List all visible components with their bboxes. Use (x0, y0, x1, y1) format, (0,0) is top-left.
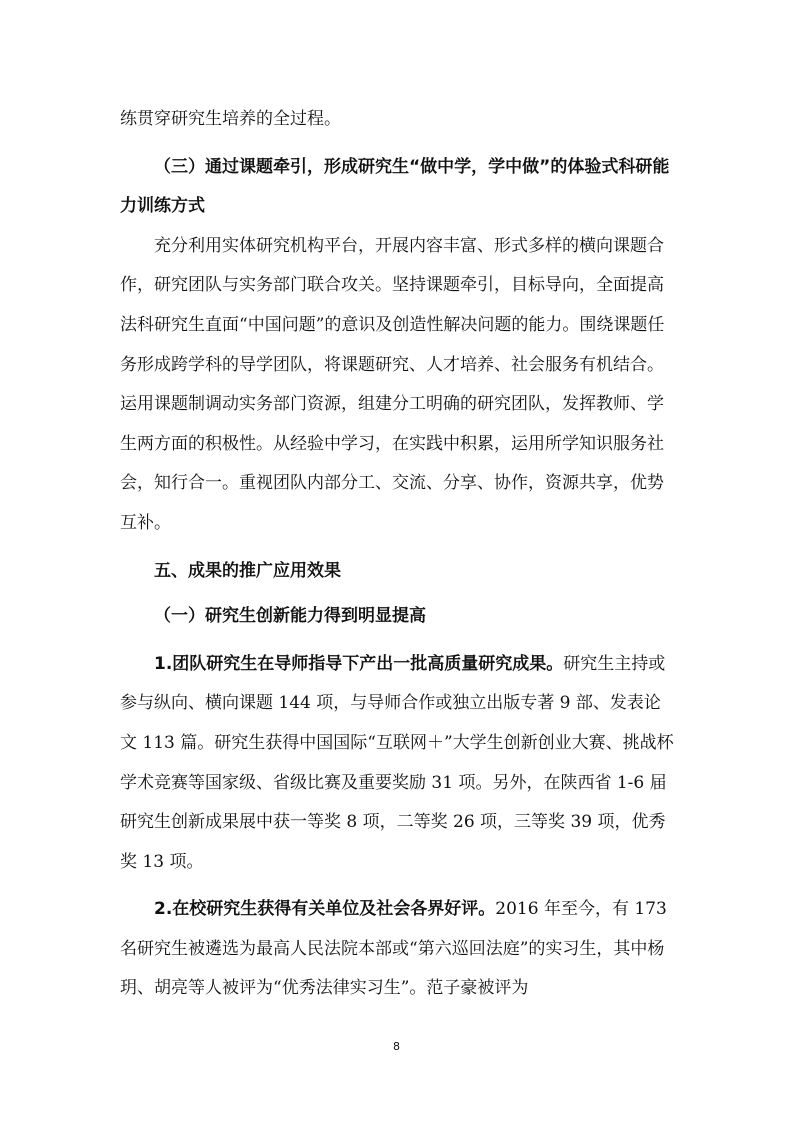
paragraph-item-1 (120, 645, 674, 883)
document-body (120, 100, 674, 1009)
item-1-body: 研究生主持或参与纵向、横向课题 144 项，与导师合作或独立出版专著 9 部、发表论文 113 篇。研究生获得中国国际“互联网＋”大学生创新创业大赛、挑战杯学术竞赛等国家级、省级比赛及重要奖励 31 项。另外，在陕西省 1-6 届研究生创新成果展中获一等奖 8 项，二等奖 26 项，三等奖 39 项，优秀奖 13 项。 (120, 653, 674, 872)
chapter-heading-5: 五、成果的推广应用效果 (154, 560, 341, 581)
section-heading-5-1: （一）研究生创新能力得到明显提高 (154, 606, 426, 627)
section-heading-3: （三）通过课题牵引，形成研究生“做中学，学中做”的体验式科研能力训练方式 (120, 156, 670, 217)
paragraph-item-2 (120, 890, 674, 1009)
item-2-lead: 2.在校研究生获得有关单位及社会各界好评。 (154, 899, 496, 920)
item-2-body: 2016 年至今，有 173 名研究生被遴选为最高人民法院本部或“第六巡回法庭”的实习生，其中杨玥、胡亮等人被评为“优秀法律实习生”。范子豪被评为 (120, 899, 667, 999)
item-1-lead: 1.团队研究生在导师指导下产出一批高质量研究成果。 (154, 653, 564, 674)
page-number: 8 (393, 1040, 400, 1053)
paragraph-research-training: 充分利用实体研究机构平台，开展内容丰富、形式多样的横向课题合作，研究团队与实务部门联合攻关。坚持课题牵引，目标导向，全面提高法科研究生直面“中国问题”的意识及创造性解决问题的能力。围绕课题任务形成跨学科的导学团队，将课题研究、人才培养、社会服务有机结合。运用课题制调动实务部门资源，组建分工明确的研究团队，发挥教师、学生两方面的积极性。从经验中学习，在实践中积累，运用所学知识服务社会，知行合一。重视团队内部分工、交流、分享、协作，资源共享，优势互补。 (120, 235, 665, 533)
paragraph-continuation: 练贯穿研究生培养的全过程。 (120, 109, 341, 129)
